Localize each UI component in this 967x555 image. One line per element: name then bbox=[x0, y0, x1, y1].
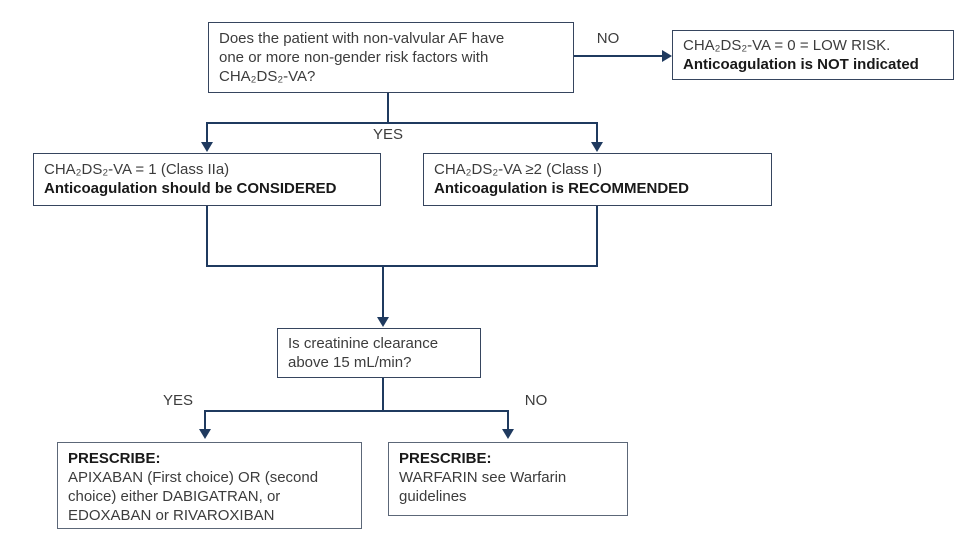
node-class-i bbox=[423, 153, 772, 206]
node-class-iia bbox=[33, 153, 381, 206]
node-creatinine-question bbox=[277, 328, 481, 378]
node-text-line-bold: PRESCRIBE: bbox=[68, 450, 161, 467]
node-text-line: one or more non-gender risk factors with bbox=[219, 49, 489, 66]
connector-merge bbox=[207, 206, 597, 266]
node-text-line: above 15 mL/min? bbox=[288, 354, 412, 371]
node-text-line: CHA₂DS₂-VA = 1 (Class IIa) bbox=[44, 161, 230, 178]
node-text-line: CHA₂DS₂-VA = 0 = LOW RISK. bbox=[683, 37, 891, 54]
arrowhead-yes-right bbox=[591, 142, 603, 152]
node-top-question bbox=[208, 22, 574, 93]
branch-label-no-top: NO bbox=[586, 31, 630, 47]
node-text-line-bold: PRESCRIBE: bbox=[399, 450, 492, 467]
arrowhead-merge bbox=[377, 317, 389, 327]
node-text-line: guidelines bbox=[399, 488, 467, 505]
node-text-line: Is creatinine clearance bbox=[288, 335, 439, 352]
branch-label-yes-bottom: YES bbox=[156, 393, 200, 409]
node-prescribe-doac bbox=[57, 442, 362, 529]
arrowhead-yes-left bbox=[201, 142, 213, 152]
node-text-line-bold: Anticoagulation is RECOMMENDED bbox=[434, 180, 690, 197]
connector-bottom-split bbox=[205, 411, 508, 429]
node-text-line: EDOXABAN or RIVAROXIBAN bbox=[68, 507, 275, 524]
node-text-line: CHA₂DS₂-VA ≥2 (Class I) bbox=[434, 161, 602, 178]
node-text-line: APIXABAN (First choice) OR (second bbox=[68, 469, 319, 486]
arrowhead-no-branch bbox=[662, 50, 672, 62]
node-prescribe-warfarin bbox=[388, 442, 628, 516]
node-low-risk bbox=[672, 30, 954, 80]
node-text-line: choice) either DABIGATRAN, or bbox=[68, 488, 281, 505]
node-text-line: WARFARIN see Warfarin bbox=[399, 469, 567, 486]
node-text-line-bold: Anticoagulation is NOT indicated bbox=[683, 56, 919, 73]
branch-label-no-bottom: NO bbox=[516, 393, 556, 409]
node-text-line-bold: Anticoagulation should be CONSIDERED bbox=[44, 180, 337, 197]
node-text-line: CHA₂DS₂-VA? bbox=[219, 68, 316, 85]
branch-label-yes-top: YES bbox=[366, 127, 410, 143]
node-text-line: Does the patient with non-valvular AF have bbox=[219, 30, 505, 47]
arrowhead-bottom-no bbox=[502, 429, 514, 439]
arrowhead-bottom-yes bbox=[199, 429, 211, 439]
